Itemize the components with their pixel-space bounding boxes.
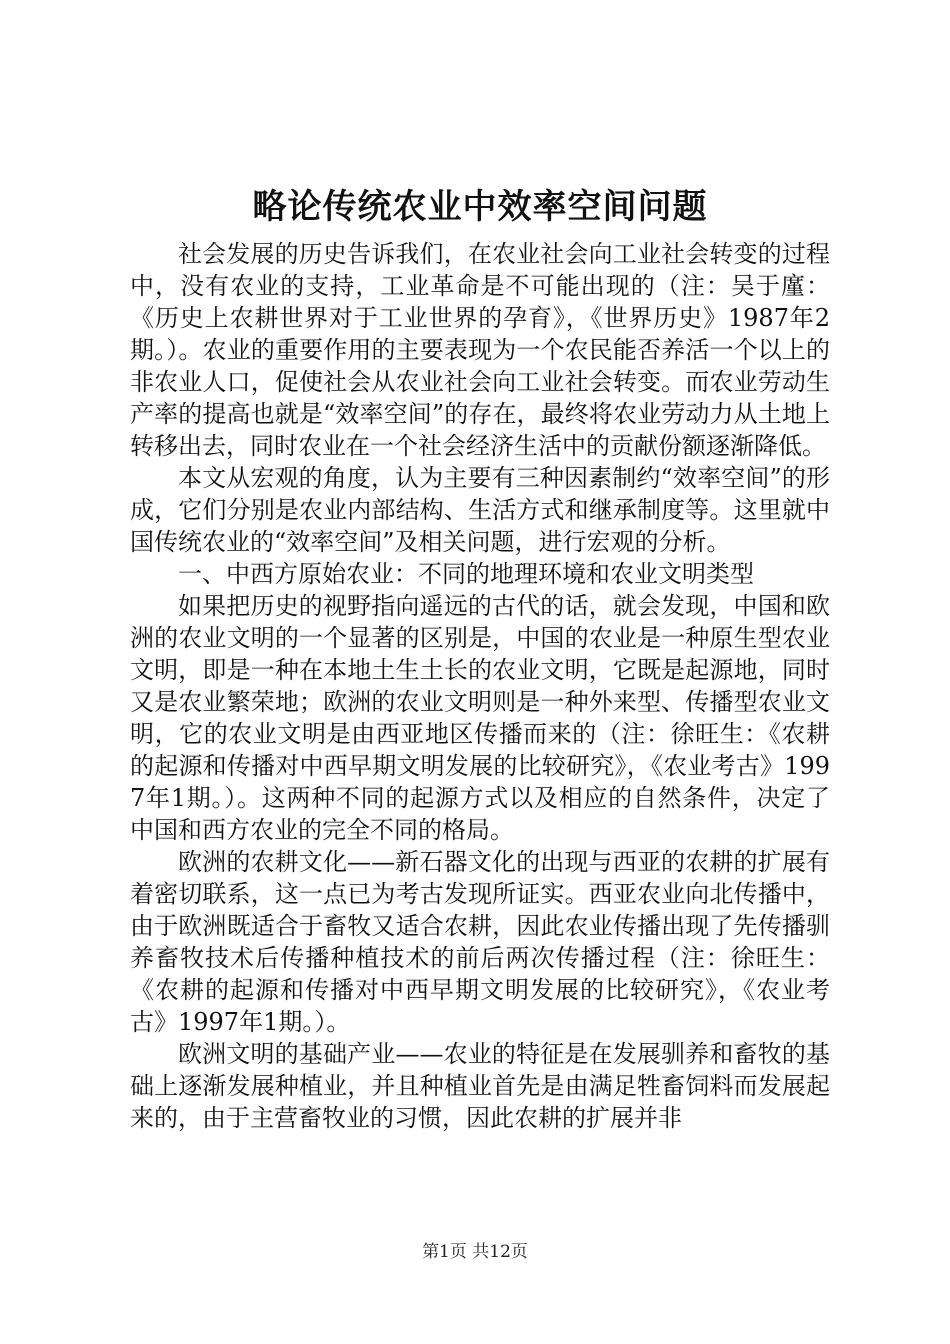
- section-heading: 一、中西方原始农业：不同的地理环境和农业文明类型: [178, 560, 754, 588]
- page-number-footer: 第1页 共12页: [422, 1242, 528, 1262]
- paragraph-intro-1: 社会发展的历史告诉我们，在农业社会向工业社会转变的过程中，没有农业的支持，工业革命是不可能出现的（注：吴于廑：《历史上农耕世界对于工业世界的孕育》，《世界历史》1987年2期。）。农业的重要作用的主要表现为一个农民能否养活一个以上的非农业人口，促使社会从农业社会向工业社会转变。而农业劳动生产率的提高也就是“效率空间”的存在，最终将农业劳动力从土地上转移出去，同时农业在一个社会经济生活中的贡献份额逐渐降低。: [130, 240, 830, 460]
- paragraph-intro-2: 本文从宏观的角度，认为主要有三种因素制约“效率空间”的形成，它们分别是农业内部结构、生活方式和继承制度等。这里就中国传统农业的“效率空间”及相关问题，进行宏观的分析。: [130, 464, 830, 556]
- document-title: 略论传统农业中效率空间问题: [252, 187, 708, 227]
- paragraph-section-3: 欧洲文明的基础产业——农业的特征是在发展驯养和畜牧的基础上逐渐发展种植业，并且种植业首先是由满足牲畜饲料而发展起来的，由于主营畜牧业的习惯，因此农耕的扩展并非: [130, 1040, 830, 1132]
- document-page: [130, 180, 830, 1134]
- paragraph-section-2: 欧洲的农耕文化——新石器文化的出现与西亚的农耕的扩展有着密切联系，这一点已为考古发现所证实。西亚农业向北传播中，由于欧洲既适合于畜牧又适合农耕，因此农业传播出现了先传播驯养畜牧技术后传播种植技术的前后两次传播过程（注：徐旺生：《农耕的起源和传播对中西早期文明发展的比较研究》，《农业考古》1997年1期。）。: [130, 848, 830, 1036]
- paragraph-section-1: 如果把历史的视野指向遥远的古代的话，就会发现，中国和欧洲的农业文明的一个显著的区别是，中国的农业是一种原生型农业文明，即是一种在本地土生土长的农业文明，它既是起源地，同时又是农业繁荣地；欧洲的农业文明则是一种外来型、传播型农业文明，它的农业文明是由西亚地区传播而来的（注：徐旺生：《农耕的起源和传播对中西早期文明发展的比较研究》，《农业考古》1997年1期。）。这两种不同的起源方式以及相应的自然条件，决定了中国和西方农业的完全不同的格局。: [130, 592, 830, 844]
